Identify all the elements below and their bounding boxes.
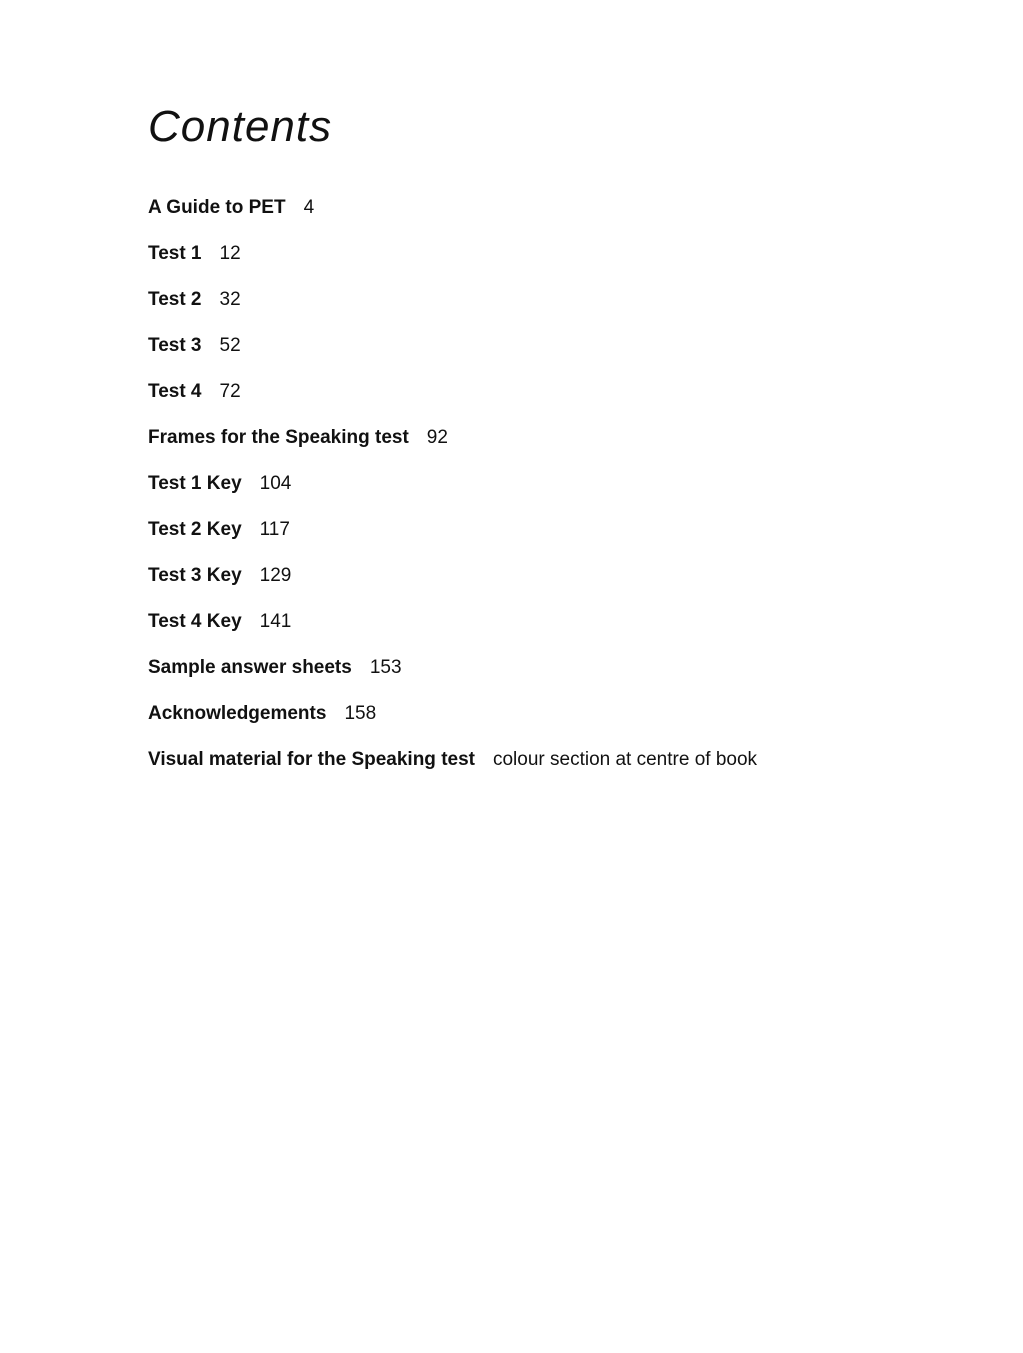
toc-entry-page: 117: [259, 519, 290, 540]
toc-entry-page: 72: [219, 381, 241, 402]
toc-entry-page: 104: [259, 473, 292, 494]
toc-entry-label: Acknowledgements: [148, 703, 327, 724]
toc-entry: [148, 334, 757, 380]
toc-entry: [148, 748, 757, 794]
page-title: Contents: [148, 102, 333, 151]
toc-entry-page: 153: [369, 657, 402, 678]
toc-entry-label: Test 2 Key: [148, 519, 242, 540]
toc-entry-page: 4: [303, 197, 315, 218]
toc-entry-page: 129: [259, 565, 292, 586]
toc-entry: [148, 288, 757, 334]
toc-entry: [148, 426, 757, 472]
toc-entry-page: 92: [426, 427, 448, 448]
toc-entry-page: 12: [219, 243, 241, 264]
toc-entry: [148, 656, 757, 702]
toc-entry-label: Test 4: [148, 381, 202, 402]
toc-entry: [148, 196, 757, 242]
toc-entry: [148, 472, 757, 518]
toc-entry-label: Test 1: [148, 243, 202, 264]
toc-entry-label: Test 2: [148, 289, 202, 310]
toc-entry-page: 32: [219, 289, 241, 310]
toc-entry-label: Test 3: [148, 335, 202, 356]
toc-entry: [148, 518, 757, 564]
toc-entry-label: Test 4 Key: [148, 611, 242, 632]
toc-entry: [148, 610, 757, 656]
toc-entry-page: 141: [259, 611, 292, 632]
toc-entry-label: Frames for the Speaking test: [148, 427, 409, 448]
toc-entry-label: Sample answer sheets: [148, 657, 352, 678]
toc-entry-page: colour section at centre of book: [492, 749, 758, 770]
toc-entry-page: 52: [219, 335, 241, 356]
toc-entry: [148, 564, 757, 610]
toc-entry-label: A Guide to PET: [148, 197, 286, 218]
toc-entry-label: Test 3 Key: [148, 565, 242, 586]
toc-entry-label: Test 1 Key: [148, 473, 242, 494]
toc-entry-page: 158: [344, 703, 377, 724]
toc-entry: [148, 242, 757, 288]
table-of-contents: [148, 196, 757, 794]
toc-entry-label: Visual material for the Speaking test: [148, 749, 475, 770]
toc-entry: [148, 702, 757, 748]
toc-entry: [148, 380, 757, 426]
